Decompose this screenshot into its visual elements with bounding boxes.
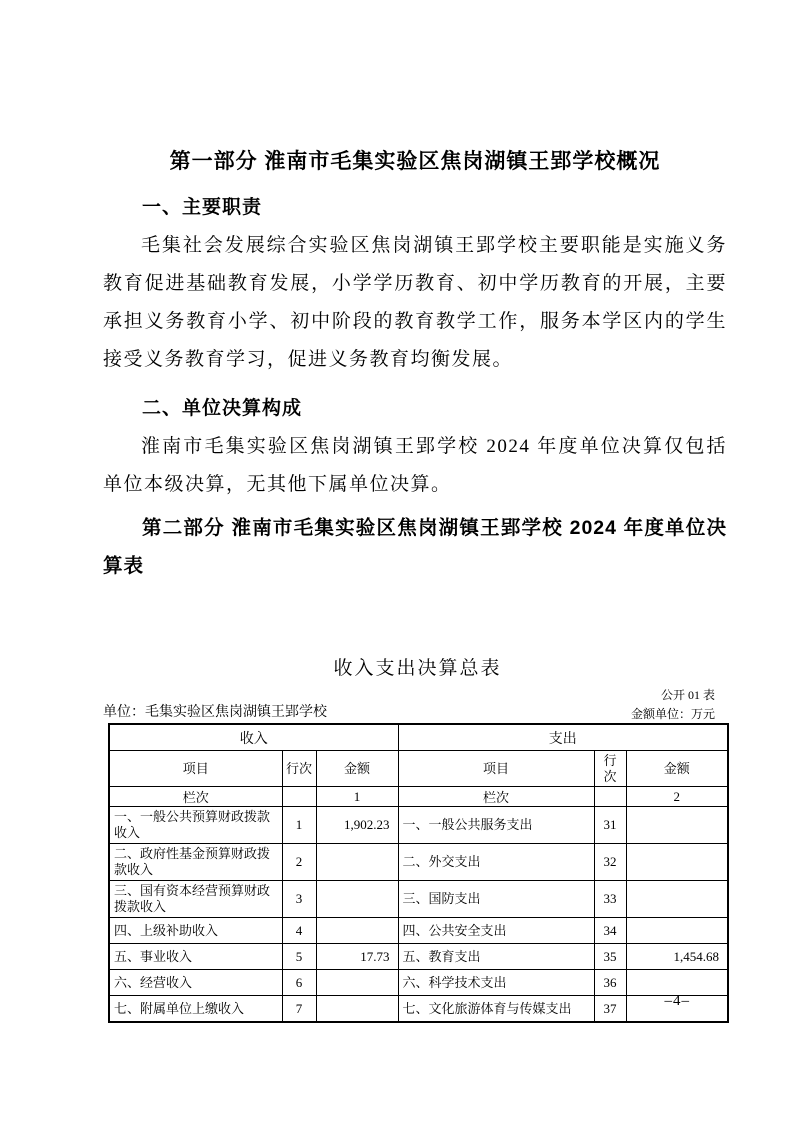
expense-line-header: 行次 <box>594 751 626 787</box>
table-row <box>109 807 728 844</box>
expense-item-cell: 五、教育支出 <box>398 944 594 970</box>
table-row <box>109 881 728 918</box>
income-item-cell: 二、政府性基金预算财政拨款收入 <box>109 844 282 881</box>
expense-item-cell: 七、文化旅游体育与传媒支出 <box>398 996 594 1023</box>
income-group-header: 收入 <box>109 724 398 751</box>
expense-line-cell: 36 <box>594 970 626 996</box>
table-row <box>109 944 728 970</box>
summary-table-block <box>103 657 727 1023</box>
income-item-header: 项目 <box>109 751 282 787</box>
income-line-cell: 5 <box>282 944 316 970</box>
income-item-cell: 五、事业收入 <box>109 944 282 970</box>
table-unit-label: 单位：毛集实验区焦岗湖镇王郢学校 <box>103 705 327 720</box>
income-line-header: 行次 <box>282 751 316 787</box>
income-item-cell: 四、上级补助收入 <box>109 918 282 944</box>
income-amount-cell <box>316 881 398 918</box>
expense-line-cell: 32 <box>594 844 626 881</box>
expense-amount-cell: 1,454.68 <box>626 944 728 970</box>
expense-amount-cell <box>626 807 728 844</box>
section2-heading: 二、单位决算构成 <box>142 398 303 419</box>
income-line-cell: 4 <box>282 918 316 944</box>
table-lanci-row <box>109 787 728 807</box>
income-amount-cell <box>316 970 398 996</box>
income-amount-cell <box>316 918 398 944</box>
expense-line-cell: 31 <box>594 807 626 844</box>
income-line-cell: 7 <box>282 996 316 1023</box>
expense-line-cell: 34 <box>594 918 626 944</box>
expense-item-cell: 二、外交支出 <box>398 844 594 881</box>
table-row <box>109 918 728 944</box>
part1-title: 第一部分 淮南市毛集实验区焦岗湖镇王郢学校概况 <box>169 150 661 173</box>
income-amount-cell: 17.73 <box>316 944 398 970</box>
income-line-cell: 3 <box>282 881 316 918</box>
expense-amount-cell <box>626 881 728 918</box>
income-expense-summary-table <box>108 723 729 1023</box>
table-row <box>109 844 728 881</box>
table-doc-label: 公开 01 表 <box>660 688 715 702</box>
table-column-header-row <box>109 751 728 787</box>
expense-item-cell: 六、科学技术支出 <box>398 970 594 996</box>
table-amount-unit-label: 金额单位：万元 <box>630 707 715 721</box>
income-amount-header: 金额 <box>316 751 398 787</box>
expense-amount-header: 金额 <box>626 751 728 787</box>
expense-line-cell: 37 <box>594 996 626 1023</box>
expense-item-cell: 一、一般公共服务支出 <box>398 807 594 844</box>
income-lanci-label: 栏次 <box>109 787 282 807</box>
expense-line-cell: 35 <box>594 944 626 970</box>
table-title: 收入支出决算总表 <box>333 658 502 679</box>
income-amount-cell <box>316 844 398 881</box>
expense-lanci-line <box>594 787 626 807</box>
section2-paragraph: 淮南市毛集实验区焦岗湖镇王郢学校 2024 年度单位决算仅包括单位本级决算，无其他下属单位决算。 <box>103 436 727 495</box>
expense-lanci-label: 栏次 <box>398 787 594 807</box>
income-lanci-amount: 1 <box>316 787 398 807</box>
expense-amount-cell <box>626 970 728 996</box>
income-item-cell: 三、国有资本经营预算财政拨款收入 <box>109 881 282 918</box>
income-line-cell: 1 <box>282 807 316 844</box>
table-row <box>109 996 728 1023</box>
income-item-cell: 一、一般公共预算财政拨款收入 <box>109 807 282 844</box>
income-lanci-line <box>282 787 316 807</box>
income-amount-cell <box>316 996 398 1023</box>
expense-item-cell: 三、国防支出 <box>398 881 594 918</box>
expense-amount-cell <box>626 918 728 944</box>
table-group-header-row <box>109 724 728 751</box>
expense-group-header: 支出 <box>398 724 728 751</box>
income-item-cell: 七、附属单位上缴收入 <box>109 996 282 1023</box>
expense-lanci-amount: 2 <box>626 787 728 807</box>
income-amount-cell: 1,902.23 <box>316 807 398 844</box>
expense-item-header: 项目 <box>398 751 594 787</box>
table-row <box>109 970 728 996</box>
income-item-cell: 六、经营收入 <box>109 970 282 996</box>
table-meta-row <box>103 704 727 722</box>
part2-title: 第二部分 淮南市毛集实验区焦岗湖镇王郢学校 2024 年度单位决算表 <box>103 517 727 577</box>
expense-item-cell: 四、公共安全支出 <box>398 918 594 944</box>
page-number: –4– <box>664 993 690 1009</box>
section1-paragraph: 毛集社会发展综合实验区焦岗湖镇王郢学校主要职能是实施义务教育促进基础教育发展，小学学历教育、初中学历教育的开展，主要承担义务教育小学、初中阶段的教育教学工作，服务本学区内的学生接受义务教育学习，促进义务教育均衡发展。 <box>103 235 727 370</box>
income-line-cell: 6 <box>282 970 316 996</box>
expense-line-cell: 33 <box>594 881 626 918</box>
section1-heading: 一、主要职责 <box>142 197 263 218</box>
income-line-cell: 2 <box>282 844 316 881</box>
expense-amount-cell <box>626 844 728 881</box>
